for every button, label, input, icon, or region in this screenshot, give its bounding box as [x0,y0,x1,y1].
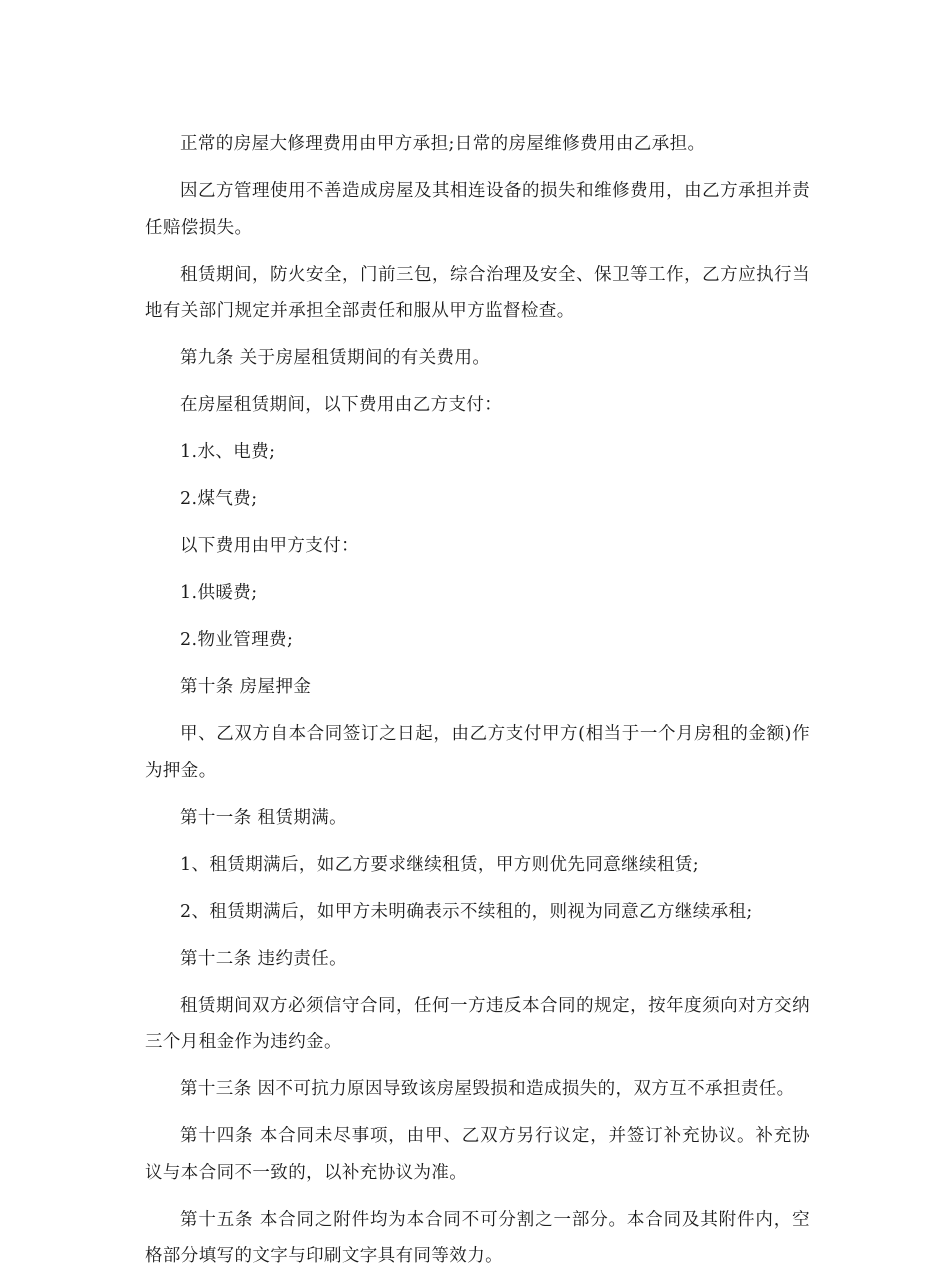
list-item-renewal-2: 2、租赁期满后，如甲方未明确表示不续租的，则视为同意乙方继续承租; [180,901,753,922]
paragraph-damage-liability: 因乙方管理使用不善造成房屋及其相连设备的损失和维修费用，由乙方承担并责任赔偿损失。 [145,181,810,238]
article-13-force-majeure: 第十三条 因不可抗力原因导致该房屋毁损和造成损失的，双方互不承担责任。 [180,1079,795,1099]
paragraph-deposit: 甲、乙双方自本合同签订之日起，由乙方支付甲方(相当于一个月房租的金额)作为押金。 [145,724,810,781]
list-item-heating: 1.供暖费; [180,583,258,603]
article-15-annexes: 第十五条 本合同之附件均为本合同不可分割之一部分。本合同及其附件内，空格部分填写的文字与印刷文字具有同等效力。 [145,1209,810,1266]
document-body [145,126,810,1285]
list-item-property-management: 2.物业管理费; [180,630,294,650]
paragraph-tenant-pays: 在房屋租赁期间，以下费用由乙方支付： [180,395,503,415]
paragraph-landlord-pays: 以下费用由甲方支付： [180,536,359,556]
article-14-supplementary: 第十四条 本合同未尽事项，由甲、乙双方另行议定，并签订补充协议。补充协议与本合同不一致的，以补充协议为准。 [145,1126,810,1183]
article-12-heading: 第十二条 违约责任。 [180,948,348,969]
list-item-gas: 2.煤气费; [180,489,258,509]
list-item-renewal-1: 1、租赁期满后，如乙方要求继续租赁，甲方则优先同意继续租赁; [180,854,700,875]
article-10-heading: 第十条 房屋押金 [180,677,312,697]
paragraph-safety-duties: 租赁期间，防火安全，门前三包，综合治理及安全、保卫等工作，乙方应执行当地有关部门规定并承担全部责任和服从甲方监督检查。 [145,264,810,321]
list-item-water-electricity: 1.水、电费; [180,442,276,462]
article-11-heading: 第十一条 租赁期满。 [180,807,348,828]
paragraph-breach-penalty: 租赁期间双方必须信守合同，任何一方违反本合同的规定，按年度须向对方交纳三个月租金作为违约金。 [145,995,810,1052]
paragraph-repair-costs: 正常的房屋大修理费用由甲方承担;日常的房屋维修费用由乙承担。 [180,134,706,154]
article-9-heading: 第九条 关于房屋租赁期间的有关费用。 [180,348,491,368]
